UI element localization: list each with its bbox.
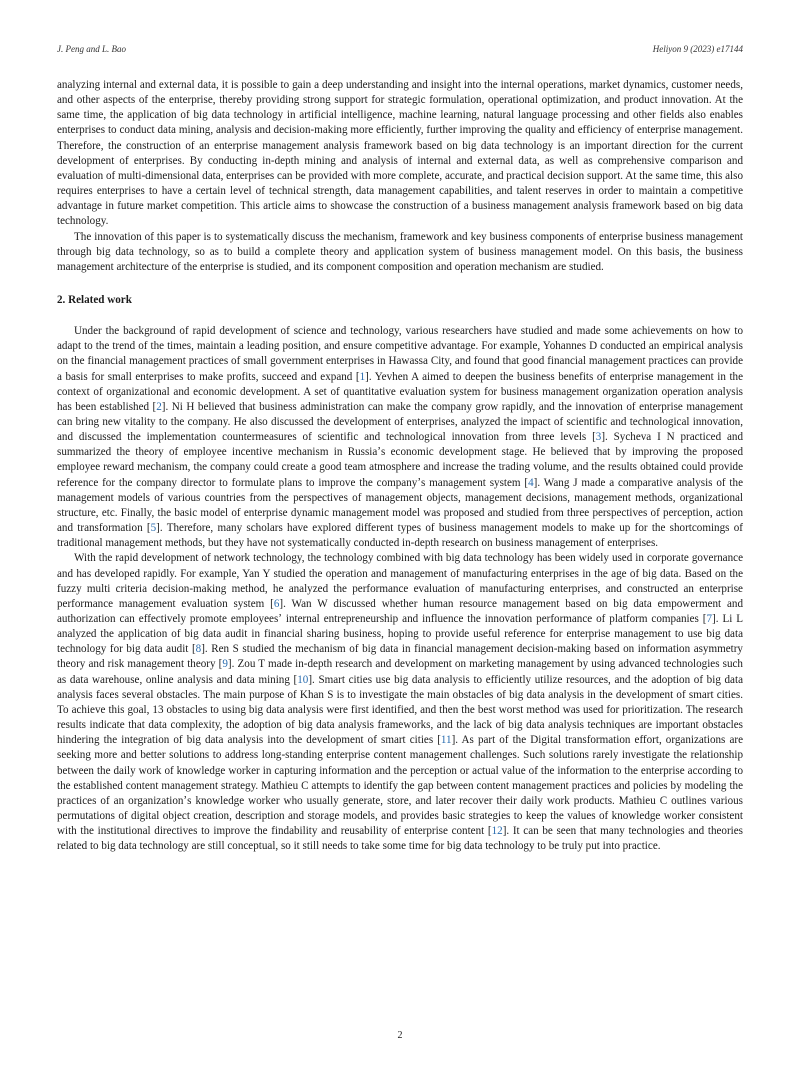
article-body [57,78,743,855]
paragraph-related-work-2 [57,551,743,854]
header-authors: J. Peng and L. Bao [57,44,126,54]
paragraph-intro-continued: analyzing internal and external data, it is possible to gain a deep understanding and insight into the internal operations, market dynamics, customer needs, and other aspects of the enterprise, thereby providing strong support for strategic formulation, operational optimization, and product innovation. At the same time, the application of big data technology in artificial intelligence, machine learning, natural language processing and other fields also enables enterprises to conduct data mining, analysis and decision-making more efficiently, further improving the quality and efficiency of enterprise management. Therefore, the construction of an enterprise management analysis framework based on big data technology is an important direction for the current development of enterprises. By conducting in-depth mining and analysis of internal and external data, as well as comprehensive comparison and evaluation of multi-dimensional data, enterprises can be provided with more complete, accurate, and practical decision support. At the same time, this also requires enterprises to have a certain level of technical strength, data management capabilities, and talent reserves in order to maintain a competitive advantage in future market competition. This article aims to showcase the construction of a business management analysis framework based on big data technology. [57,79,743,228]
text-run: ]. Wan W discussed whether human resource management based on big data empowerment and authorization can effectively promote employeesʼ internal entrepreneurship and influence the innovation performance of platform companies [ [57,597,743,625]
text-run: ]. Ren S studied the mechanism of big data in financial management decision-making based on information asymmetry theory and risk management theory [ [57,643,743,671]
citation-link-10[interactable]: 10 [297,673,309,686]
citation-link-4[interactable]: 4 [528,476,534,489]
text-run: ]. It can be seen that many technologies and theories related to big data technology are still conceptual, so it still needs to take some time for big data technology to be truly put into practice. [57,825,744,853]
text-run: With the rapid development of network technology, the technology combined with big data technology has been widely used in corporate governance and has developed rapidly. For example, Yan Y studied the operation and management of manufacturing enterprises in the age of big data. Based on the fuzzy multi criteria decision-making method, he analyzed the performance evaluation of manufacturing enterprises, and constructed an enterprise performance management evaluation system [ [57,552,743,610]
text-run: ]. Ni H believed that business administration can make the company grow rapidly, and the innovation of enterprise management can bring new vitality to the company. He also discussed the development of enterprises, analyzed the impact of scientific and technological innovation, and discussed the implementation countermeasures of scientific and technological innovation from three levels [ [57,400,743,444]
citation-link-6[interactable]: 6 [273,597,280,610]
citation-link-3[interactable]: 3 [595,431,602,444]
page-number: 2 [397,1030,403,1041]
text-run: ]. Wang J made a comparative analysis of the management models of various countries from the perspectives of management objects, management decisions, management methods, organizational structure, etc. Finally, the basic model of enterprise dynamic management model was proposed and studied from three perspectives of perception, action and transformation [ [57,476,743,535]
citation-link-1[interactable]: 1 [359,370,366,383]
text-run: ]. Li L analyzed the application of big data audit in financial sharing business, hoping to provide useful reference for enterprise management to use big data technology for big data audit [ [57,613,744,656]
paragraph-related-work-1 [57,324,743,551]
citation-link-2[interactable]: 2 [156,400,162,413]
text-run: ]. Smart cities use big data analysis to efficiently utilize resources, and the adoption of big data analysis faces several obstacles. The main purpose of Khan S is to investigate the main obstacles of big data analysis in the development of smart cities. To achieve this goal, 13 obstacles to using big data analysis were first identified, and then the best worst method was used for prioritization. The research results indicate that data complexity, the adoption of big data analysis frameworks, and the lack of big data analysis techniques are important obstacles hindering the integration of big data analysis into the development of smart cities [ [57,673,743,747]
citation-link-5[interactable]: 5 [150,522,157,535]
paragraph-innovation: The innovation of this paper is to systematically discuss the mechanism, framework and key business components of enterprise business management through big data technology, so as to build a complete theory and application system of business management model. On this basis, the business management architecture of the enterprise is studied, and its component composition and operation mechanism are studied. [57,230,743,273]
text-run: ]. Sycheva I N practiced and summarized the theory of employee incentive mechanism in Russiaʼs economic development stage. He believed that by improving the proposed employee reward mechanism, the company could create a good team atmosphere and increase the trading volume, and the results obtained could provide reference for the company director to formulate plans to improve the companyʼs management system [ [57,431,743,489]
citation-link-12[interactable]: 12 [491,825,503,838]
text-run: Under the background of rapid development of science and technology, various researchers have studied and made some achievements on how to adapt to the trend of the times, maintain a leading position, and ensure competitive advantage. For example, Yohannes D conducted an empirical analysis on the financial management practices of small government enterprises in Hawassa City, and found that good financial management practices can provide a basis for small enterprises to make profits, succeed and expand [ [57,325,743,383]
citation-link-8[interactable]: 8 [195,643,202,656]
text-run: ]. As part of the Digital transformation effort, organizations are seeking more and better solutions to address long-standing enterprise content management challenges. Such solutions rarely investigate the relationship between the daily work of knowledge worker in capturing information and the perception or actual value of the information to the enterprise according to the established content management strategy. Mathieu C attempts to identify the gap between content management practices and policies by modeling the practices of an organizationʼs knowledge worker who usually generate, store, and later recover their daily work products. Mathieu C outlines various permutations of digital object creation, description and storage models, and provides basic strategies to keep the values of knowledge worker consistent with the institutional directives to improve the findability and reusability of enterprise content [ [57,734,743,838]
text-run: ]. Zou T made in-depth research and development on marketing management by using advanced technologies such as data warehouse, online analysis and data mining [ [57,658,743,686]
citation-link-9[interactable]: 9 [222,658,228,671]
citation-link-7[interactable]: 7 [706,613,713,625]
text-run: ]. Therefore, many scholars have explored different types of business management models to make up for the shortcomings of traditional management methods, but they have not systematically conducted in-depth research on business management of enterprises. [57,522,743,550]
section-heading-related-work: 2. Related work [57,294,132,307]
text-run: ]. Yevhen A aimed to deepen the business benefits of enterprise management in the context of organizational and economic development. A set of quantitative evaluation system for business management organization operation analysis has been established [ [57,370,743,413]
header-journal: Heliyon 9 (2023) e17144 [652,44,743,54]
citation-link-11[interactable]: 11 [440,734,452,747]
